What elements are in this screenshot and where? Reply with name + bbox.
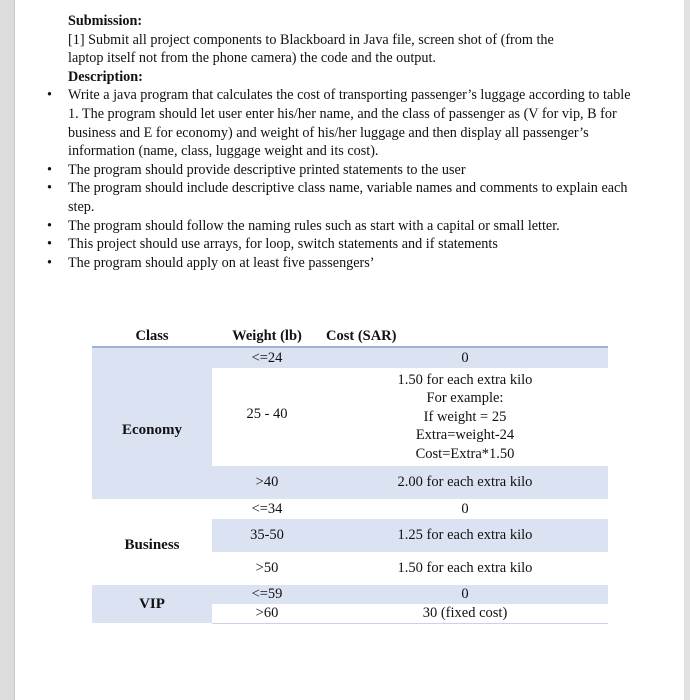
submission-heading: Submission: [68,13,143,29]
cost-cell: 2.00 for each extra kilo [397,474,533,490]
bullet-line: The program should follow the naming rules such as start with a capital or small [68,217,525,234]
table-row [92,499,608,519]
weight-cell: <=59 [251,586,283,602]
cost-line: If weight = 25 [423,408,507,425]
cost-cell-example [322,368,608,466]
bullet-line: of passenger as (V for vip, B for business and E for economy) and weight of his/her [68,105,617,141]
weight-cell: <=24 [251,349,283,366]
cost-cell: 30 (fixed cost) [322,604,608,623]
weight-cell: <=34 [251,500,283,517]
bullet-line: The program should provide descriptive printed statements to the user [68,161,466,178]
table-row [92,347,608,368]
cost-cell: 1.50 for each extra kilo [397,560,533,576]
weight-cell: 25 - 40 [246,405,288,422]
bullet-item [25,86,635,160]
window-edge-left [0,0,15,700]
table-header-row [92,327,608,347]
bullet-item [25,179,635,216]
table-row [92,585,608,604]
description-list [25,86,635,272]
header-class: Class [92,327,212,347]
submission-line: laptop itself not from the phone camera) the code and the output. [68,50,436,67]
bullet-line: The program should include descriptive class name, variable names and comments [68,180,539,197]
header-weight: Weight (lb) [212,327,322,347]
bullet-line: The program should apply on at least five passengers’ [68,254,375,271]
bullet-line: and its cost). [306,143,379,160]
cost-line: Cost=Extra*1.50 [415,445,515,462]
cost-cell: 1.25 for each extra kilo [397,527,533,543]
bullet-item [25,254,635,273]
cost-line: Extra=weight-24 [415,427,515,444]
document-body [25,12,635,272]
bullet-line: Write a java program that calculates the cost of transporting passenger’s luggage [68,87,526,104]
submission-text [25,31,635,68]
bullet-item [25,217,635,236]
bullet-item [25,235,635,254]
window-edge-right [684,0,690,700]
cost-cell: 0 [461,586,469,602]
luggage-cost-table [92,327,608,624]
weight-cell: >40 [255,474,279,490]
bullet-line: letter. [527,217,560,234]
bullet-line: to explain each step. [68,180,628,215]
header-cost: Cost (SAR) [322,327,608,347]
weight-cell: >60 [212,604,322,623]
bullet-item [25,161,635,180]
cost-cell: 0 [461,349,469,366]
weight-cell: >50 [255,560,279,576]
description-heading: Description: [68,68,143,85]
economy-class-cell: Economy [92,347,212,499]
cost-line: 1.50 for each extra kilo [397,371,533,388]
weight-cell: 35-50 [250,527,284,543]
vip-class-cell: VIP [92,585,212,623]
business-class-cell: Business [92,499,212,585]
cost-cell: 0 [461,500,469,517]
cost-line: For example: [426,390,504,407]
bullet-line: according to table 1. The program should let user enter his/her name, and the class [68,87,631,122]
submission-line: [1] Submit all project components to Blackboard in Java file, screen shot of (from the [68,31,554,48]
bullet-line: This project should use arrays, for loop, switch statements and if statements [68,236,498,253]
bullet-line: luggage and then display all passenger’s information (name, class, luggage weight [68,124,589,160]
